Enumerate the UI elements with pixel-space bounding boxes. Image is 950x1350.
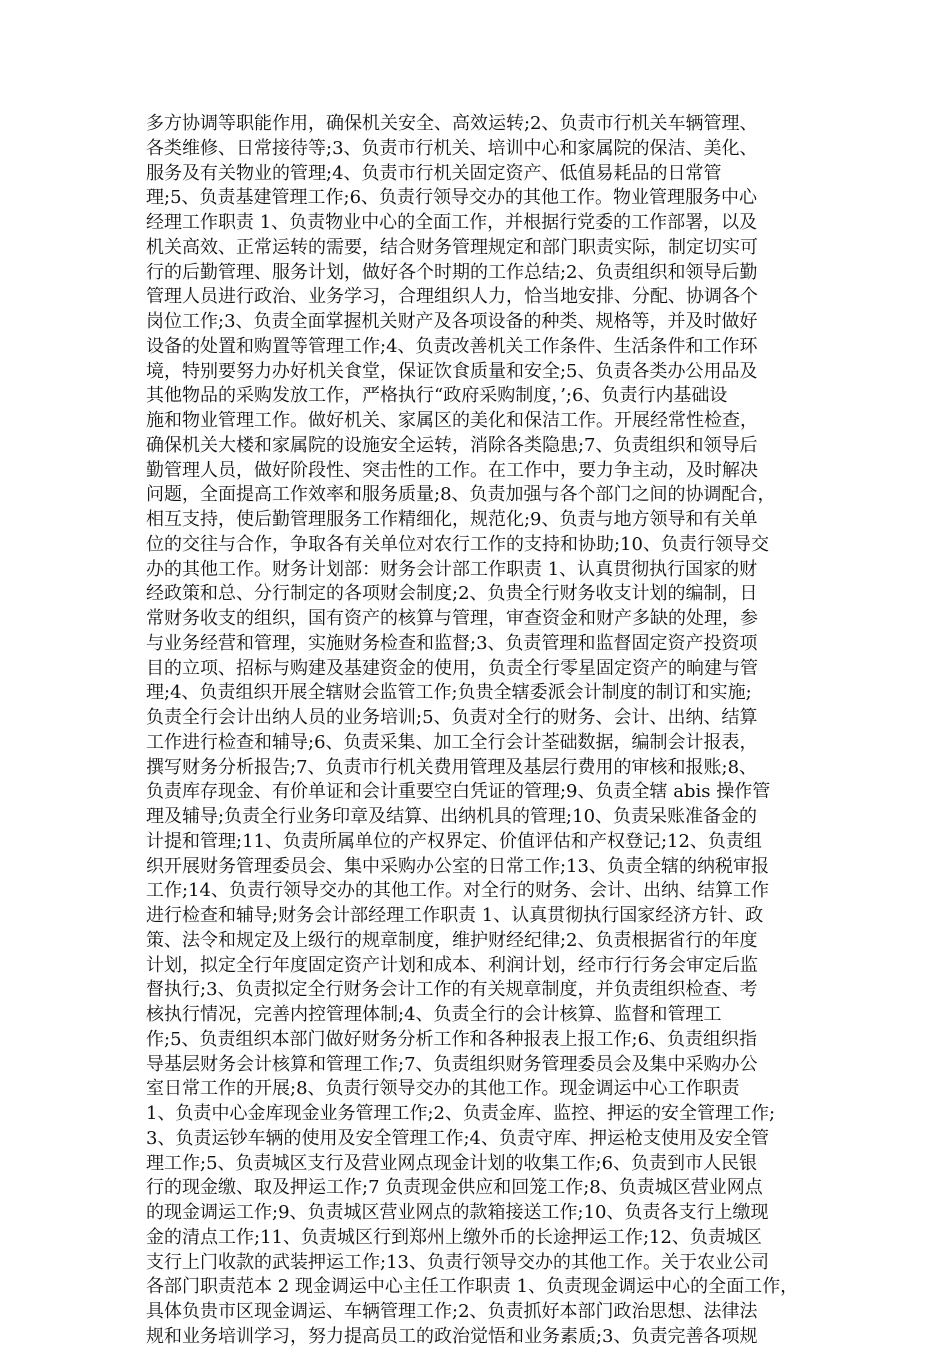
text-line: 负责库存现金、有价单证和会计重要空白凭证的管理;9、负责全辖 abis 操作管 — [146, 781, 771, 803]
text-line: 核执行情况，完善内控管理体制;4、负责全行的会计核算、监督和管理工 — [146, 1004, 722, 1025]
text-line: 岗位工作;3、负责全面掌握机关财产及各项设备的种类、规格等，并及时做好 — [146, 311, 758, 332]
text-line: 理;4、负责组织开展全辖财会监管工作;负贵全辖委派会计制度的制订和实施; — [146, 682, 752, 704]
text-line: 负责全行会计出纳人员的业务培训;5、负责对全行的财务、会计、出纳、结算 — [146, 707, 758, 728]
text-line: 理工作;5、负责城区支行及营业网点现金计划的收集工作;6、负责到市人民银 — [146, 1152, 758, 1174]
text-line: 撰写财务分析报告;7、负责市行机关费用管理及基层行费用的审核和报账;8、 — [146, 756, 758, 778]
text-line: 行的后勤管理、服务计划，做好各个时期的工作总结;2、负责组织和领导后勤 — [146, 261, 758, 283]
text-line: 相互支持，使后勤管理服务工作精细化，规范化;9、负责与地方领导和有关单 — [146, 509, 758, 530]
text-line: 理;5、负责基建管理工作;6、负责行领导交办的其他工作。物业管理服务中心 — [146, 187, 758, 209]
text-line: 各部门职责范本 2 现金调运中心主任工作职责 1、负责现金调运中心的全面工作， — [146, 1276, 799, 1298]
text-line: 3、负责运钞车辆的使用及安全管理工作;4、负责守库、押运枪支使用及安全管 — [146, 1127, 769, 1149]
text-line: 工作进行检查和辅导;6、负责采集、加工全行会计荃础数据，编制会计报表， — [146, 731, 758, 753]
text-line: 织开展财务管理委员会、集中采购办公室的日常工作;13、负责全辖的纳税审报 — [146, 855, 769, 877]
text-line: 具体负贵市区现金调运、车辆管理工作;2、负责抓好本部门政治思想、法律法 — [146, 1301, 758, 1322]
text-line: 勤管理人员，做好阶段性、突击性的工作。在工作中，要力争主动，及时解决 — [146, 459, 758, 481]
text-line: 施和物业管理工作。做好机关、家属区的美化和保洁工作。开展经常性检查， — [146, 410, 758, 431]
text-line: 策、法令和规定及上级行的规章制度，维护财经纪律;2、负责根据省行的年度 — [146, 929, 758, 951]
text-line: 位的交往与合作，争取各有关单位对农行工作的支持和协助;10、负责行领导交 — [146, 533, 769, 555]
text-line: 确保机关大楼和家属院的设施安全运转，消除各类隐患;7、负责组织和领导后 — [146, 434, 758, 456]
text-line: 目的立项、招标与购建及基建资金的使用，负责全行零星固定资产的晌建与管 — [146, 657, 758, 679]
text-line: 规和业务培训学习，努力提高员工的政治觉悟和业务素质;3、负责完善各项规 — [146, 1325, 758, 1347]
text-line: 工作;14、负责行领导交办的其他工作。对全行的财务、会计、出纳、结算工作 — [146, 880, 769, 902]
text-line: 室日常工作的开展;8、负责行领导交办的其他工作。现金调运中心工作职责 — [146, 1078, 740, 1100]
text-line: 计提和管理;11、负责所属单位的产权界定、价值评估和产权登记;12、负责组 — [146, 830, 762, 852]
text-line: 支行上门收款的武装押运工作;13、负责行领导交办的其他工作。关于农业公司 — [146, 1251, 769, 1273]
text-line: 境，特别要努力办好机关食堂，保证饮食质量和安全;5、负责各类办公用品及 — [146, 360, 758, 382]
text-line: 进行检查和辅导;财务会计部经理工作职责 1、认真贯彻执行国家经济方针、政 — [146, 905, 764, 926]
text-line: 管理人员进行政治、业务学习，合理组织人力，恰当地安排、分配、协调各个 — [146, 286, 758, 308]
text-line: 服务及有关物业的管理;4、负责市行机关固定资产、低值易耗品的日常管 — [146, 162, 722, 184]
text-line: 理及辅导;负责全行业务印章及结算、出纳机具的管理;10、负责呆账准备金的 — [146, 806, 758, 827]
text-line: 1、负责中心金库现金业务管理工作;2、负责金库、监控、押运的安全管理工作; — [146, 1103, 776, 1124]
text-line: 计划，拟定全行年度固定资产计划和成本、利润计划，经市行行务会审定后监 — [146, 954, 758, 976]
text-line: 常财务收支的组织，国有资产的核算与管理，审查资金和财产多缺的处理，参 — [146, 608, 758, 629]
text-line: 经政策和总、分行制定的各项财会制度;2、负贵全行财务收支计划的编制，日 — [146, 583, 758, 605]
text-line: 的现金调运工作;9、负责城区营业网点的款箱接送工作;10、负责各支行上缴现 — [146, 1202, 769, 1223]
text-line: 设备的处置和购置等管理工作;4、负责改善机关工作条件、生活条件和工作环 — [146, 335, 758, 357]
text-line: 行的现金缴、取及押运工作;7 负责现金供应和回笼工作;8、负责城区营业网点 — [146, 1177, 763, 1199]
text-line: 经理工作职责 1、负责物业中心的全面工作，并根据行党委的工作部署，以及 — [146, 212, 758, 233]
text-line: 办的其他工作。财务计划部：财务会计部工作职责 1、认真贯彻执行国家的财 — [146, 558, 758, 580]
body-text — [146, 112, 810, 1350]
text-line: 金的清点工作;11、负责城区行到郑州上缴外币的长途押运工作;12、负责城区 — [146, 1226, 762, 1248]
text-line: 督执行;3、负责拟定全行财务会计工作的有关规章制度，并负责组织检查、考 — [146, 979, 758, 1001]
text-line: 与业务经营和管理，实施财务检查和监督;3、负责管理和监督固定资产投资项 — [146, 632, 758, 654]
text-line: 多方协调等职能作用，确保机关安全、高效运转;2、负责市行机关车辆管理、 — [146, 113, 758, 134]
text-line: 其他物品的采购发放工作，严格执行“政府采购制度，’;6、负责行内基础设 — [146, 385, 728, 407]
text-line: 作;5、负责组织本部门做好财务分析工作和各种报表上报工作;6、负责组织指 — [146, 1028, 758, 1050]
text-line: 机关高效、正常运转的需要，结合财务管理规定和部门职责实际，制定切实可 — [146, 236, 758, 258]
text-line: 导基层财务会计核算和管理工作;7、负责组织财务管理委员会及集中采购办公 — [146, 1053, 758, 1075]
text-line: 问题，全面提高工作效率和服务质量;8、负责加强与各个部门之间的协调配合， — [146, 484, 776, 506]
text-line: 各类维修、日常接待等;3、负责市行机关、培训中心和家属院的保洁、美化、 — [146, 137, 758, 159]
